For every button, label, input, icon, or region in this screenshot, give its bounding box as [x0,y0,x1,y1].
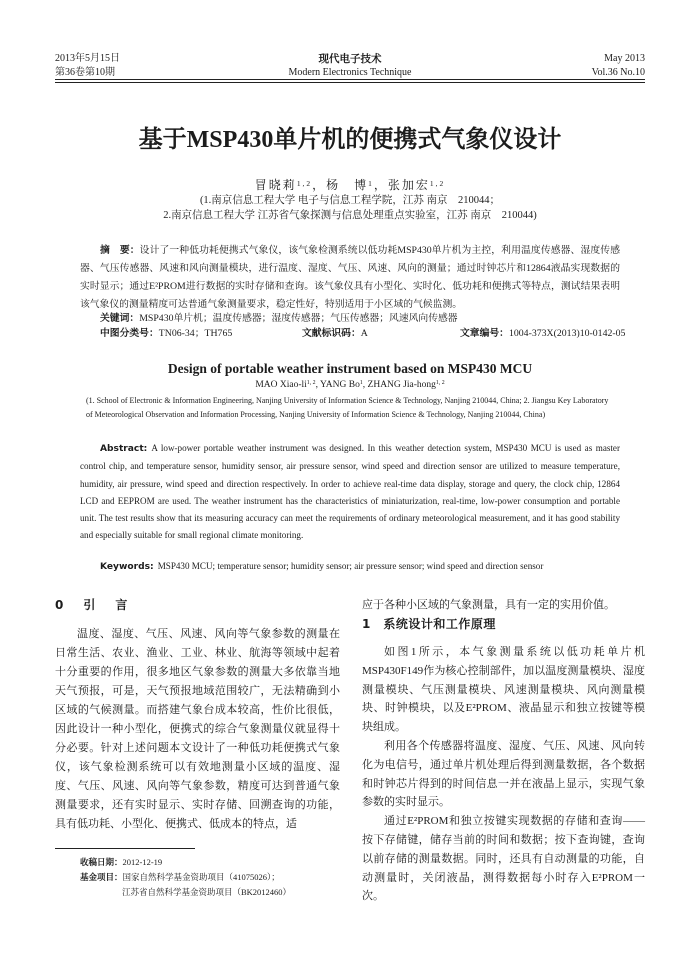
author-name: YANG Bo [319,380,360,390]
author-affiliation-mark: 1, 2 [435,380,445,387]
author-separator: , [362,380,368,390]
keywords-cn-text: MSP430单片机；温度传感器；湿度传感器；气压传感器；风速风向传感器 [139,313,458,324]
author-name: ZHANG Jia-hong [367,380,436,390]
paragraph: 通过E²PROM和独立按键实现数据的存储和查询——按下存储键，储存当前的时间和数据；按下查询键，查询以前存储的测量数据。同时，还具有自动测量的功能，自动测量时，关闭液晶，测得数据每小时存入E²PROM一次。 [362,815,645,903]
affiliations-cn [0,193,700,223]
document-code-value: A [360,328,368,339]
received-value: 2012-12-19 [122,857,163,867]
author-name: MAO Xiao-li [255,380,307,390]
received-date [80,855,340,870]
page-title: 基于MSP430单片机的便携式气象仪设计 [138,127,562,153]
author-affiliation-mark: 1,2 [296,178,313,188]
author-separator: ， [312,178,327,192]
section-heading-introduction: 0 引 言 [55,598,132,612]
author-affiliation-mark: 1, 2 [306,380,316,387]
header-left [55,52,120,80]
author-name: 冒晓莉 [254,178,297,192]
author-name: 杨 博 [326,178,369,192]
journal-name-en: Modern Electronics Technique [288,67,412,78]
keywords-cn-label: 关键词： [100,313,140,324]
paragraph: 温度、湿度、气压、风速、风向等气象参数的测量在日常生活、农业、渔业、工业、林业、航海等领域中起着十分重要的作用，很多地区气象参数的测量大多依靠当地天气预报，可是，天气预报地域范围较广，无法精确到小区域的气候测量。而搭建气象台成本较高，性价比很低，因此设计一种小型化，便携式的综合气象测量仪就显得十分必要。针对上述问题本文设计了一种低功耗便携式气象仪，该气象检测系统可以有效地测量小区域的温度、湿度、气压、风速、风向等气象参数，精度可达到普通气象测量要求，还有实时显示、实时存储、回溯查询的功能，具有低功耗、小型化、便携式、低成本的特点，适 [55,628,340,830]
author-separator: , [315,380,320,390]
article-number [460,327,625,340]
journal-name-cn: 现代电子技术 [318,53,382,65]
clc-number [100,327,232,340]
clc-value: TN06-34；TH765 [158,328,233,339]
funding-item: 国家自然科学基金资助项目（41075026）； [122,872,280,882]
right-column [362,596,645,906]
header-right [592,52,645,80]
header-rule [55,79,645,80]
affiliation-line: 2.南京信息工程大学 江苏省气象探测与信息处理重点实验室，江苏 南京 210044) [163,210,537,221]
affiliations-en: (1. School of Electronic & Information Engineering, Nanjing University of Information Science & Technology, Nanjing 210044, China; 2. Jiangsu Key Laboratory of Meteorological Observation and Information Processing, Nanjing University of Information Science & Technology, Nanjing 210044, China) [86,396,609,419]
document-code-label: 文献标识码： [302,328,361,339]
article-number-label: 文章编号： [460,328,509,339]
funding [80,870,340,885]
left-column [55,596,340,834]
abstract-en-label: Abstract: [100,444,148,454]
keywords-en [100,559,620,575]
author-affiliation-mark: 1,2 [429,178,446,188]
classification-row [100,327,660,340]
keywords-cn [100,312,620,325]
paragraph: 如图1所示，本气象测量系统以低功耗单片机MSP430F149作为核心控制部件，加以温度测量模块、湿度测量模块、气压测量模块、风速测量模块、风向测量模块、时钟模块，以及E²PROM、液晶显示和独立按键等模块组成。 [362,646,645,734]
author-affiliation-mark: 1 [359,380,363,387]
keywords-en-label: Keywords: [100,562,154,572]
author-separator: ， [373,178,388,192]
abstract-cn [80,242,620,314]
header-date-en: May 2013 [604,53,645,64]
header-rule-thin [55,82,645,83]
received-label: 收稿日期： [80,858,123,868]
continued-paragraph: 应于各种小区域的气象测量，具有一定的实用价值。 [362,599,615,611]
authors-cn [0,177,700,193]
clc-label: 中图分类号： [100,328,159,339]
abstract-cn-label: 摘 要： [100,245,140,256]
funding-item: 江苏省自然科学基金资助项目（BK2012460） [122,887,292,897]
article-number-value: 1004-373X(2013)10-0142-05 [508,328,626,339]
paragraph: 利用各个传感器将温度、湿度、气压、风速、风向转化为电信号，通过单片机处理后得到测量数据，各个数据和时钟芯片得到的时间信息一并在液晶上显示，实现气象参数的实时显示。 [362,739,645,809]
author-name: 张加宏 [387,178,430,192]
section-heading-system-design: 1 系统设计和工作原理 [362,617,496,631]
header-date-cn: 2013年5月15日 [55,53,120,64]
abstract-cn-text: 设计了一种低功耗便携式气象仪，该气象检测系统以低功耗MSP430单片机为主控，利用温度传感器、湿度传感器、气压传感器、风速和风向测量模块，进行温度、湿度、气压、风速、风向的测量；通过时钟芯片和12864液晶实现数据的实时显示；通过E²PROM进行数据的实时存储和查询。该气象仪具有小型化、实时化、低功耗和便携式等特点，测试结果表明该气象仪的测量精度可达普通气象测量要求，稳定性好，特别适用于小区域的气候监测。 [80,245,620,310]
affiliation-line: (1.南京信息工程大学 电子与信息工程学院，江苏 南京 210044； [199,195,501,206]
abstract-en [80,440,620,545]
authors-en [0,378,700,392]
footnote [80,855,340,899]
footnote-rule [55,848,195,849]
author-affiliation-mark: 1 [368,178,374,188]
abstract-en-text: A low-power portable weather instrument was designed. In this weather detection system, MSP430 MCU is used as master control chip, and temperature sensor, humidity sensor, air pressure sensor, wind speed and direction sensor are utilized to measure temperature, humidity, air pressure, wind speed and direction respectively. In order to achieve real-time data display, storage and query, the clock chip, 12864 LCD and EEPROM are used. The weather instrument has the characteristics of miniaturization, real-time, low-power consumption and portable unit. The test results show that its measuring accuracy can meet the requirements of ordinary meteorological measurement, and it has good stability and especially suitable for small regional climate monitoring. [80,443,620,541]
funding-label: 基金项目： [80,873,123,883]
keywords-en-text: MSP430 MCU; temperature sensor; humidity sensor; air pressure sensor; wind speed and direction sensor [157,561,544,571]
english-title: Design of portable weather instrument based on MSP430 MCU [167,361,533,376]
header-issue-en: Vol.36 No.10 [591,67,645,78]
document-code [302,327,368,340]
header-issue-cn: 第36卷第10期 [55,67,115,78]
